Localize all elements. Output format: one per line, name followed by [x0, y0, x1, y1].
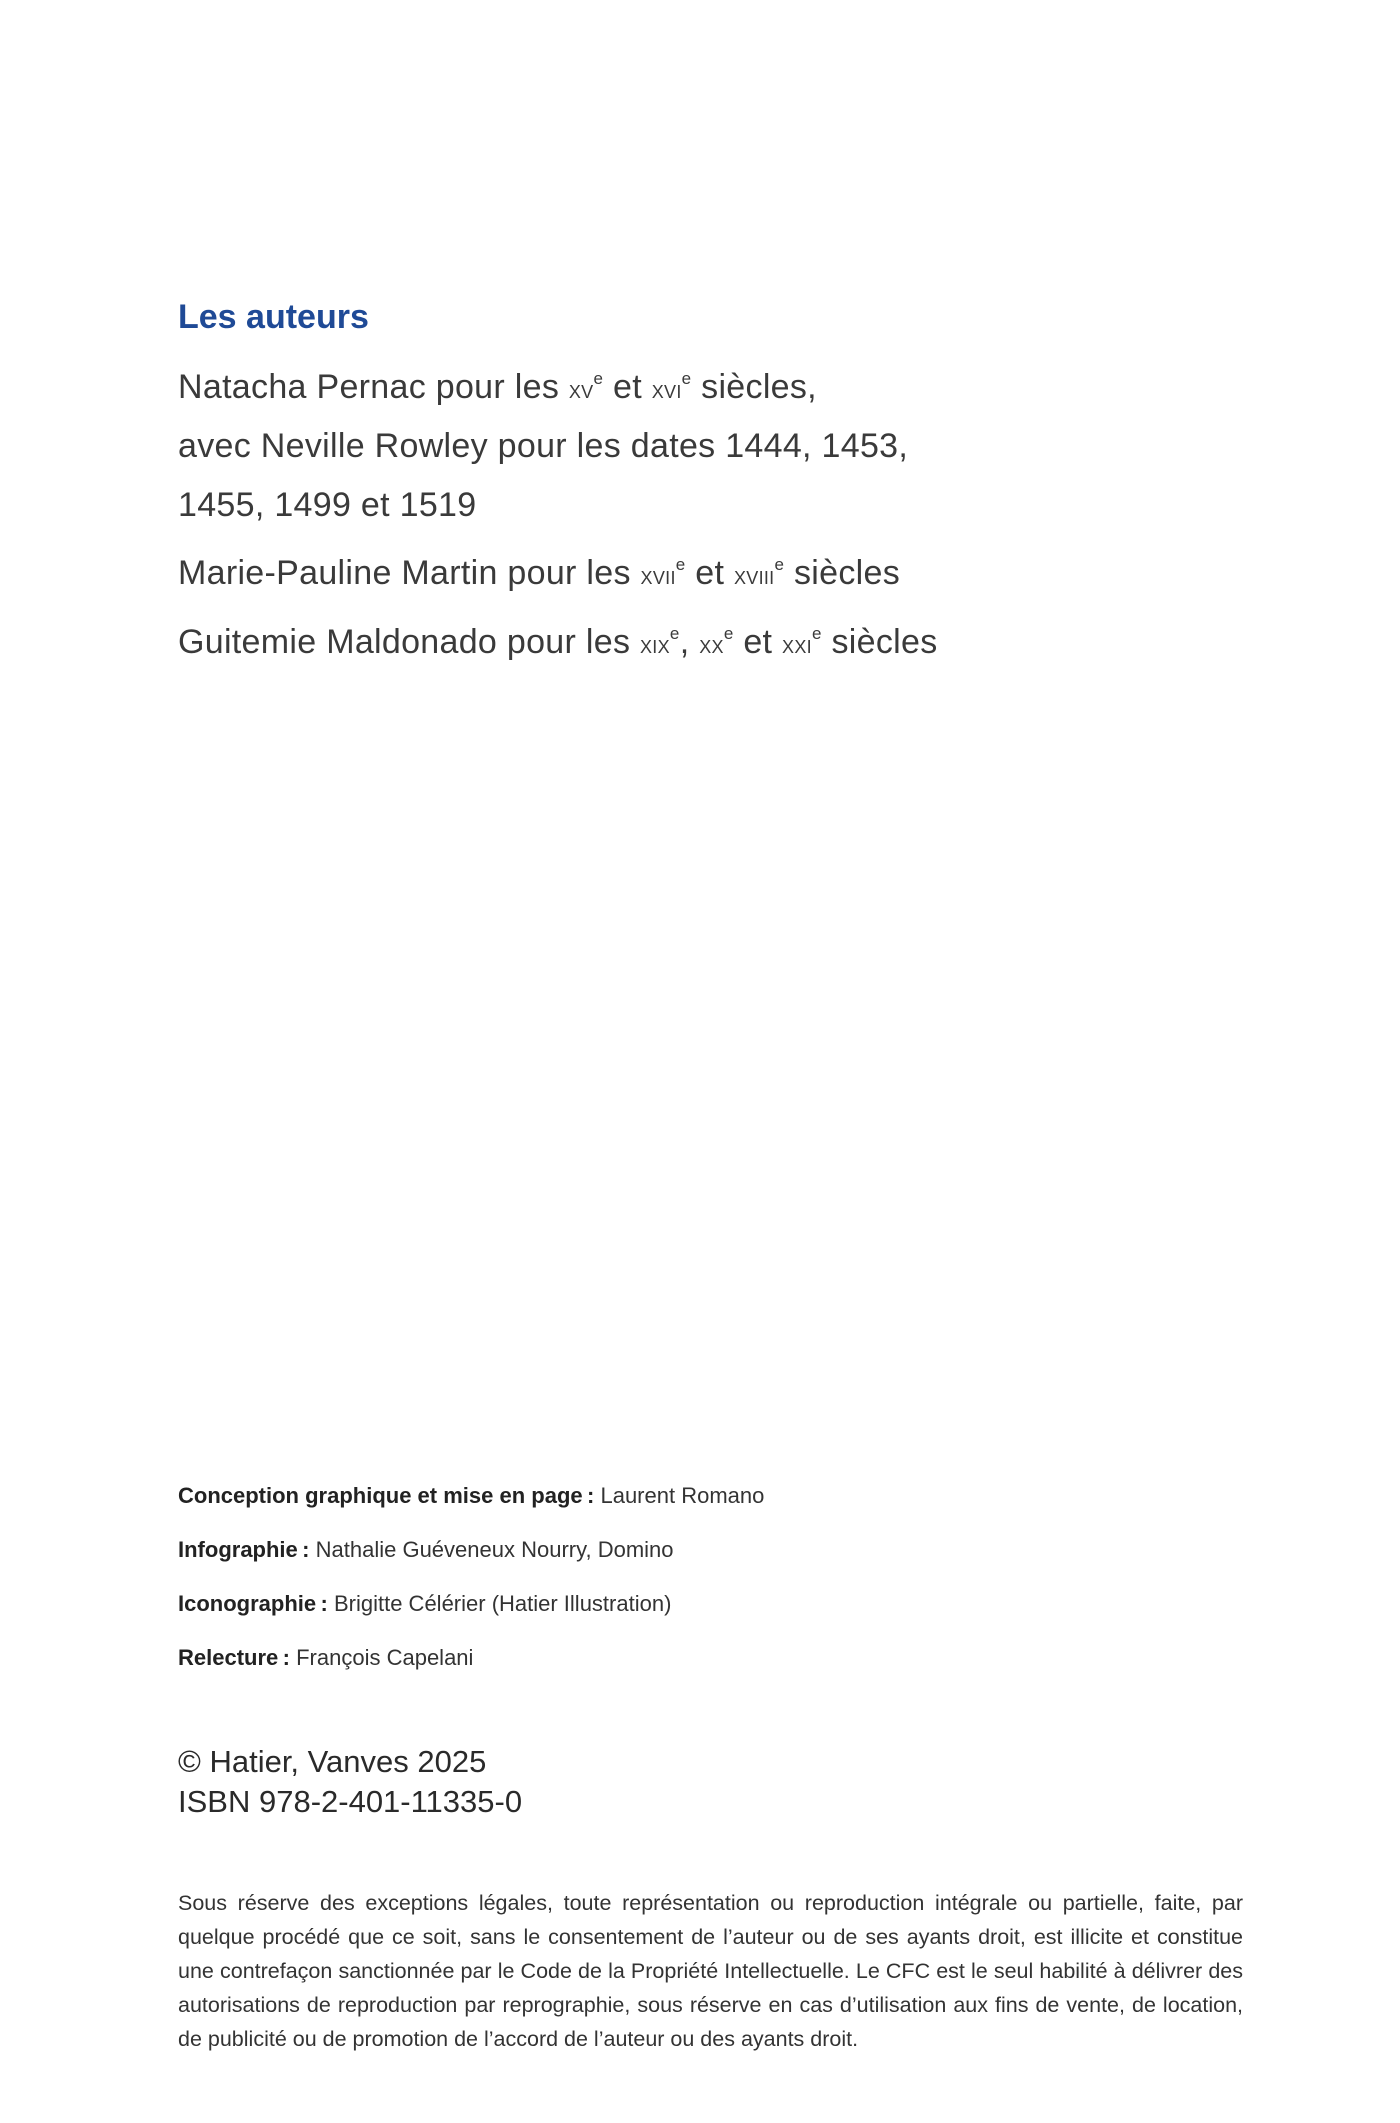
credit-label: Iconographie : [178, 1591, 328, 1616]
author-line-dates: 1455, 1499 et 1519 [178, 486, 477, 524]
credit-iconography [178, 1591, 671, 1617]
credit-value: Brigitte Célérier (Hatier Illustration) [327, 1591, 672, 1616]
credit-proofreading [178, 1645, 473, 1671]
copyright-block [178, 1742, 522, 1822]
credit-infographics [178, 1537, 674, 1563]
author-line-maldonado: Guitemie Maldonado pour les xix$^e$, $xx^e$ et xxi$^e$ siècles [178, 623, 938, 661]
century-numeral: xvii [640, 560, 676, 590]
credit-label: Conception graphique et mise en page : [178, 1483, 595, 1508]
authors-heading: Les auteurs [178, 298, 369, 336]
credit-label: Infographie : [178, 1537, 310, 1562]
century-numeral: xix [640, 629, 670, 659]
credit-value: Laurent Romano [594, 1483, 765, 1508]
century-numeral: xxi [782, 629, 812, 659]
author-line-pernac: Natacha Pernac pour les $xv^e$ et xvi$^e$ siècles, [178, 368, 817, 406]
isbn: ISBN 978-2-401-11335-0 [178, 1784, 523, 1819]
author-line-rowley: avec Neville Rowley pour les dates 1444, 1453, [178, 427, 909, 465]
credit-value: Nathalie Guéveneux Nourry, Domino [309, 1537, 674, 1562]
credit-design [178, 1483, 764, 1509]
century-numeral: xvi [651, 374, 682, 404]
copyright-line: © Hatier, Vanves 2025 [178, 1744, 487, 1779]
century-numeral: xv [568, 374, 594, 404]
century-numeral: xx [699, 629, 724, 659]
author-line-martin: Marie-Pauline Martin pour les xvii$^e$ et xviii$^e$ siècles [178, 554, 901, 592]
century-numeral: xviii [733, 560, 775, 590]
legal-notice: Sous réserve des exceptions légales, toute représentation ou reproduction intégrale ou partielle, faite, par quelque procédé que ce soit, sans le consentement de l’auteur ou de ses ayants droit, est illicite et constitue une contrefaçon sanctionnée par le Code de la Propriété Intellectuelle. Le CFC est le seul habilité à délivrer des autorisations de reproduction par reprographie, sous réserve en cas d’utilisation aux fins de vente, de location, de publicité ou de promotion de l’accord de l’auteur ou des ayants droit. [178, 1891, 1243, 2051]
credit-value: François Capelani [290, 1645, 474, 1670]
credit-label: Relecture : [178, 1645, 290, 1670]
